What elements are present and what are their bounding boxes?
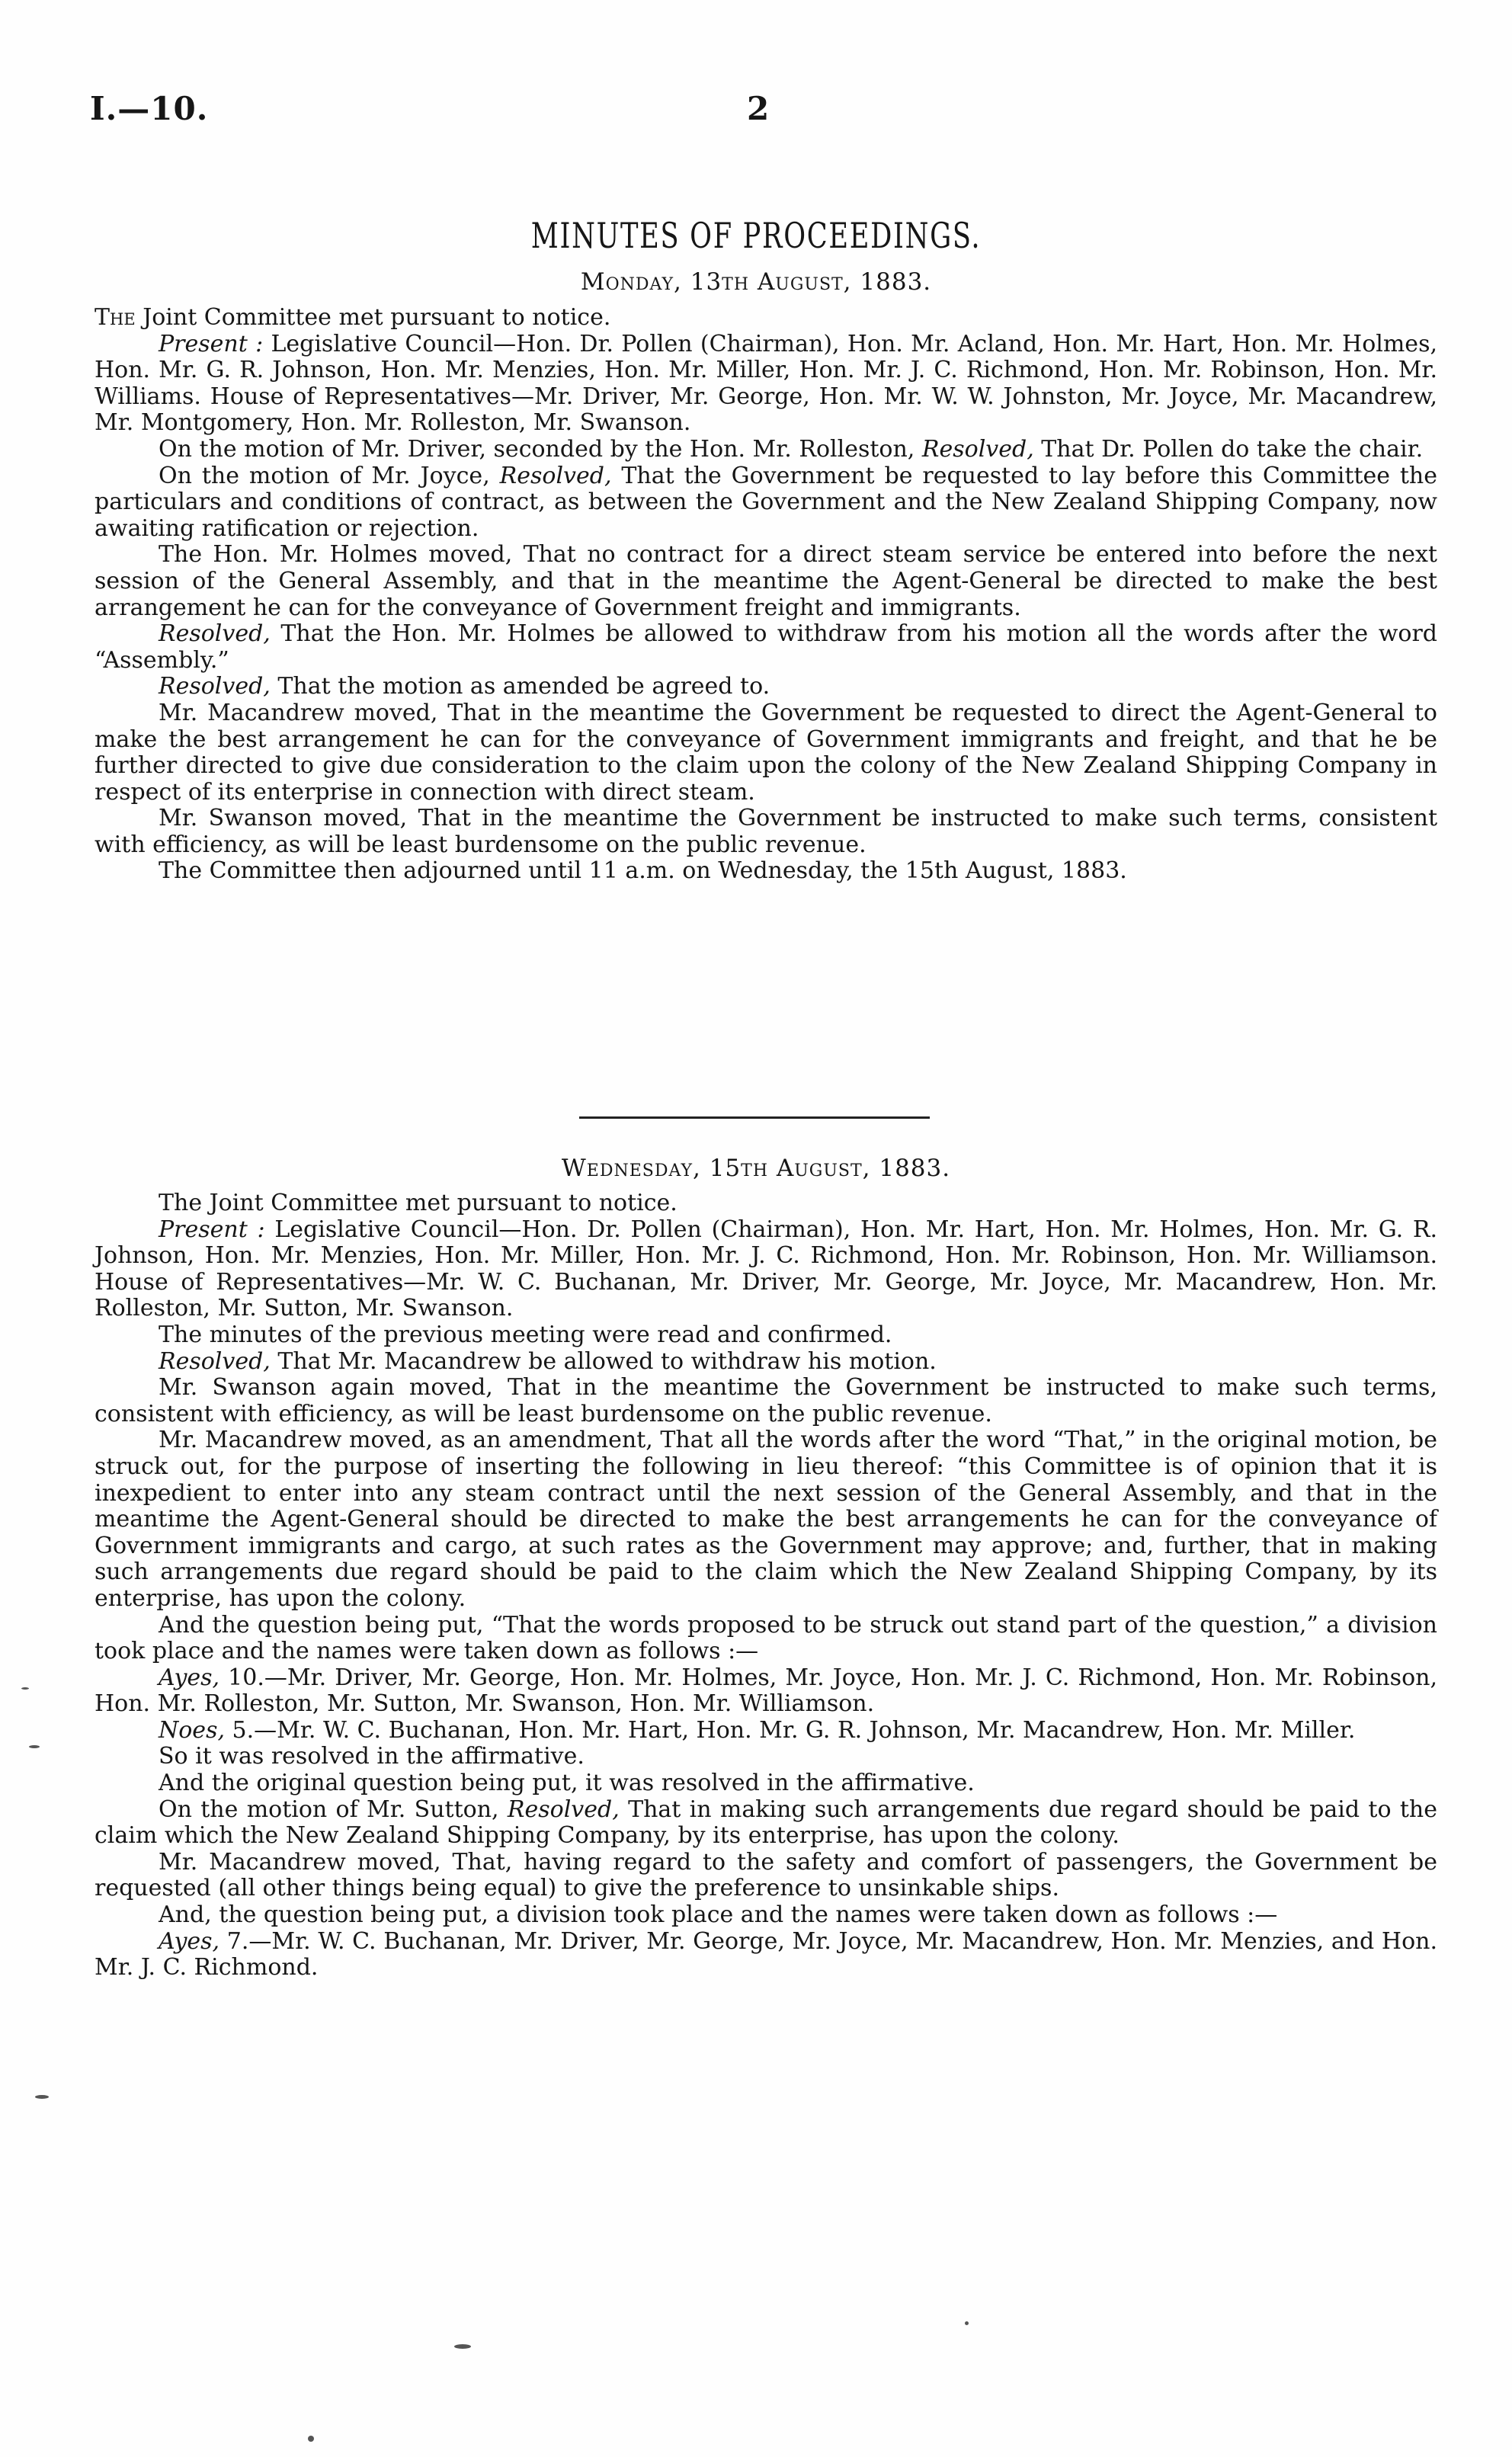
paragraph xyxy=(94,1797,1437,1850)
paragraph-text: On the motion of Mr. Joyce, xyxy=(159,462,500,489)
resolved-label: Resolved, xyxy=(159,673,271,700)
paragraph: And the question being put, “That the words proposed to be struck out stand part of the question,” a division took place and the names were taken down as follows :— xyxy=(94,1611,1437,1665)
paragraph-text: That in making such arrangements due regard should be paid to the claim which the New Zealand Shipping Company, by its enterprise, has upon the colony. xyxy=(94,1796,1437,1850)
ayes-list: 7.—Mr. W. C. Buchanan, Mr. Driver, Mr. George, Mr. Joyce, Mr. Macandrew, Hon. Mr. Menzies, and Hon. Mr. J. C. Richmond. xyxy=(94,1927,1437,1981)
paragraph xyxy=(94,674,1437,700)
paragraph-text: That Mr. Macandrew be allowed to withdraw his motion. xyxy=(270,1347,937,1375)
attendance-paragraph xyxy=(94,1217,1437,1322)
paragraph: So it was resolved in the affirmative. xyxy=(159,1743,585,1770)
present-label: Present : xyxy=(159,330,264,357)
document-reference: I.—10. xyxy=(90,90,209,127)
paragraph: Mr. Swanson moved, That in the meantime the Government be instructed to make such terms, consistent with efficiency, as will be least burdensome on the public revenue. xyxy=(94,805,1437,858)
paragraph xyxy=(94,1349,1437,1376)
paragraph-text: On the motion of Mr. Sutton, xyxy=(159,1796,508,1823)
scan-speck xyxy=(965,2321,969,2325)
paragraph: And the original question being put, it was resolved in the affirmative. xyxy=(159,1770,975,1797)
attendance-list: Legislative Council—Hon. Dr. Pollen (Chairman), Hon. Mr. Acland, Hon. Mr. Hart, Hon. Mr. Holmes, Hon. Mr. G. R. Johnson, Hon. Mr. Menzies, Hon. Mr. Miller, Hon. Mr. J. C. Richmond, Hon. Mr. Robinson, Hon. Mr. Williams. House of Representatives—Mr. Driver, Mr. George, Hon. Mr. W. W. Johnston, Mr. Joyce, Mr. Macandrew, Mr. Montgomery, Hon. Mr. Rolleston, Mr. Swanson. xyxy=(94,330,1437,437)
paragraph: The minutes of the previous meeting were read and confirmed. xyxy=(159,1321,892,1348)
paragraph-text: That the Government be requested to lay before this Committee the particulars and conditions of contract, as between the Government and the New Zealand Shipping Company, now awaiting ratification or rejection. xyxy=(94,462,1437,542)
present-label: Present : xyxy=(159,1216,265,1243)
paragraph-text: That the Hon. Mr. Holmes be allowed to withdraw from his motion all the words after the word “Assembly.” xyxy=(94,620,1437,674)
meeting-minutes xyxy=(94,1190,1437,1981)
paragraph: Mr. Swanson again moved, That in the meantime the Government be instructed to make such terms, consistent with efficiency, as will be least burdensome on the public revenue. xyxy=(94,1374,1437,1427)
meeting-date-heading: Monday, 13th August, 1883. xyxy=(580,268,932,296)
meeting-minutes xyxy=(94,305,1437,885)
scan-speck xyxy=(29,1745,40,1748)
section-divider xyxy=(579,1116,930,1119)
paragraph: Mr. Macandrew moved, That, having regard to the safety and comfort of passengers, the Government be requested (all other things being equal) to give the preference to unsinkable ships. xyxy=(94,1848,1437,1902)
noes-label: Noes, xyxy=(159,1716,225,1744)
resolved-label: Resolved, xyxy=(507,1796,620,1823)
noes-list: 5.—Mr. W. C. Buchanan, Hon. Mr. Hart, Hon. Mr. G. R. Johnson, Mr. Macandrew, Hon. Mr. Miller. xyxy=(225,1716,1356,1744)
paragraph xyxy=(94,621,1437,674)
scan-speck xyxy=(454,2344,471,2349)
paragraph xyxy=(94,305,1437,332)
paragraph-text: That the motion as amended be agreed to. xyxy=(270,673,770,700)
attendance-paragraph xyxy=(94,332,1437,437)
resolved-label: Resolved, xyxy=(499,462,612,489)
scan-speck xyxy=(35,2095,49,2099)
paragraph-text: On the motion of Mr. Driver, seconded by the Hon. Mr. Rolleston, xyxy=(159,435,922,463)
paragraph: The Committee then adjourned until 11 a.m. on Wednesday, the 15th August, 1883. xyxy=(159,857,1127,885)
opening-text: Joint Committee met pursuant to notice. xyxy=(135,304,611,331)
paragraph xyxy=(94,437,1437,463)
resolved-label: Resolved, xyxy=(159,1347,271,1375)
meeting-date-heading: Wednesday, 15th August, 1883. xyxy=(561,1155,951,1182)
paragraph-text: That Dr. Pollen do take the chair. xyxy=(1033,435,1424,463)
paragraph: The Joint Committee met pursuant to notice. xyxy=(159,1190,678,1216)
ayes-label: Ayes, xyxy=(159,1664,220,1691)
ayes-label: Ayes, xyxy=(159,1927,220,1955)
scan-speck xyxy=(308,2436,314,2442)
scan-speck xyxy=(21,1687,29,1690)
paragraph: The Hon. Mr. Holmes moved, That no contract for a direct steam service be entered into before the next session of the General Assembly, and that in the meantime the Agent-General be directed to make the best arrangement he can for the conveyance of Government freight and immigrants. xyxy=(94,541,1437,621)
page-title: MINUTES OF PROCEEDINGS. xyxy=(530,215,982,256)
page-number: 2 xyxy=(747,90,770,127)
ayes-list: 10.—Mr. Driver, Mr. George, Hon. Mr. Holmes, Mr. Joyce, Hon. Mr. J. C. Richmond, Hon. Mr. Robinson, Hon. Mr. Rolleston, Mr. Sutton, Mr. Swanson, Hon. Mr. Williamson. xyxy=(94,1664,1437,1718)
division-ayes xyxy=(94,1665,1437,1718)
division-ayes xyxy=(94,1929,1437,1981)
resolved-label: Resolved, xyxy=(921,435,1034,463)
paragraph: And, the question being put, a division took place and the names were taken down as follows :— xyxy=(159,1901,1278,1929)
division-noes xyxy=(94,1718,1437,1744)
paragraph xyxy=(94,463,1437,543)
resolved-label: Resolved, xyxy=(159,620,271,648)
attendance-list: Legislative Council—Hon. Dr. Pollen (Chairman), Hon. Mr. Hart, Hon. Mr. Holmes, Hon. Mr. G. R. Johnson, Hon. Mr. Menzies, Hon. Mr. Miller, Hon. Mr. J. C. Richmond, Hon. Mr. Robinson, Hon. Mr. Williamson. House of Representatives—Mr. W. C. Buchanan, Mr. Driver, Mr. George, Mr. Joyce, Mr. Macandrew, Hon. Mr. Rolleston, Mr. Sutton, Mr. Swanson. xyxy=(94,1216,1438,1322)
opening-lead-word: The xyxy=(94,304,136,331)
paragraph: Mr. Macandrew moved, as an amendment, That all the words after the word “That,” in the original motion, be struck out, for the purpose of inserting the following in lieu thereof: “this Committee is of opinion that it is inexpedient to enter into any steam contract until the next session of the General Assembly, and that in the meantime the Agent-General should be directed to make the best arrangements he can for the conveyance of Government immigrants and cargo, at such rates as the Government may approve; and, further, that in making such arrangements due regard should be paid to the claim which the New Zealand Shipping Company, by its enterprise, has upon the colony. xyxy=(94,1427,1437,1612)
paragraph: Mr. Macandrew moved, That in the meantime the Government be requested to direct the Agent-General to make the best arrangement he can for the conveyance of Government immigrants and freight, and that he be further directed to give due consideration to the claim upon the colony of the New Zealand Shipping Company in respect of its enterprise in connection with direct steam. xyxy=(94,699,1437,806)
